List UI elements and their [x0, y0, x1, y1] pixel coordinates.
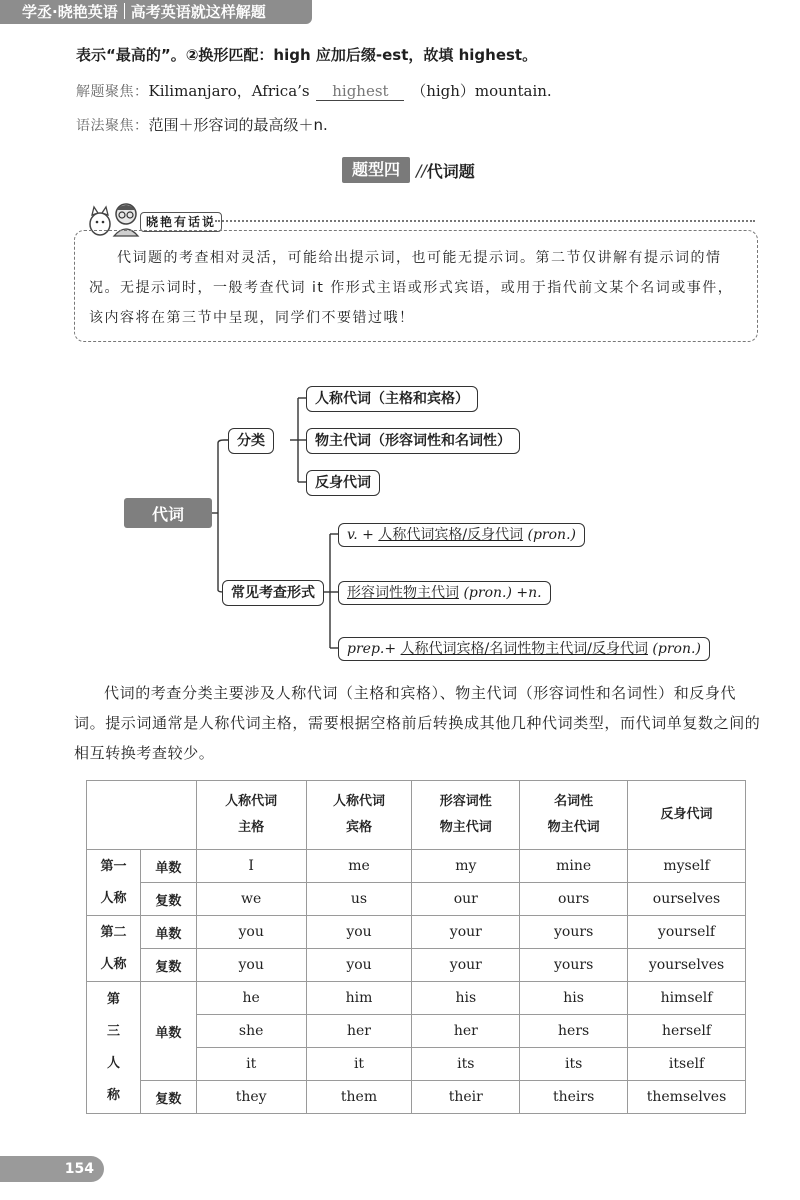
table-cell: it	[196, 1048, 306, 1081]
person-first-label: 第一 人称	[87, 850, 141, 916]
mindmap-item-reflexive: 反身代词	[306, 470, 380, 496]
leaf-verb-prefix: v. +	[347, 527, 379, 543]
table-row	[87, 883, 746, 916]
header-reflexive: 反身代词	[628, 781, 746, 850]
table-cell: ours	[520, 883, 628, 916]
mindmap-branch-forms: 常见考查形式	[222, 580, 324, 606]
table-header-row	[87, 781, 746, 850]
table-row	[87, 850, 746, 883]
table-row	[87, 916, 746, 949]
explanation-paragraph: 代词的考查分类主要涉及人称代词（主格和宾格）、物主代词（形容词性和名词性）和反身代词。提示词通常是人称代词主格，需要根据空格前后转换成其他几种代词类型，而代词单复数之间的相互转换考查较少。	[74, 684, 761, 762]
table-corner	[87, 781, 197, 850]
table-cell: your	[412, 916, 520, 949]
header-objective: 人称代词 宾格	[306, 781, 412, 850]
number-label: 复数	[140, 883, 196, 916]
header-adj-possessive: 形容词性 物主代词	[412, 781, 520, 850]
table-cell: herself	[628, 1015, 746, 1048]
person-second-label: 第二 人称	[87, 916, 141, 982]
table-cell: me	[306, 850, 412, 883]
table-cell: its	[520, 1048, 628, 1081]
table-cell: you	[306, 949, 412, 982]
header-subjective: 人称代词 主格	[196, 781, 306, 850]
answer-blank: highest	[316, 82, 404, 101]
intro-line: 表示“最高的”。②换形匹配：high 应加后缀-est，故填 highest。	[76, 46, 538, 64]
table-cell: his	[520, 982, 628, 1015]
table-cell: he	[196, 982, 306, 1015]
table-cell: myself	[628, 850, 746, 883]
answer-before: Kilimanjaro，Africa’s	[148, 82, 310, 100]
table-cell: ourselves	[628, 883, 746, 916]
note-tag: 晓艳有话说	[140, 212, 222, 232]
answer-line	[76, 80, 552, 103]
table-cell: yours	[520, 916, 628, 949]
table-cell: yourselves	[628, 949, 746, 982]
table-row	[87, 1081, 746, 1114]
table-cell: our	[412, 883, 520, 916]
table-cell: him	[306, 982, 412, 1015]
table-cell: I	[196, 850, 306, 883]
mindmap-root: 代词	[124, 498, 212, 528]
leaf-prep-suffix: (pron.)	[647, 641, 701, 657]
table-cell: they	[196, 1081, 306, 1114]
table-cell: themselves	[628, 1081, 746, 1114]
leaf-prep-prefix: prep.+	[347, 641, 401, 657]
table-cell: her	[412, 1015, 520, 1048]
answer-after: （high）mountain.	[411, 82, 552, 100]
series-title: 学丞·晓艳英语	[22, 3, 118, 21]
number-label: 单数	[140, 982, 196, 1081]
page-number: 154	[0, 1156, 104, 1182]
table-cell: his	[412, 982, 520, 1015]
table-cell: my	[412, 850, 520, 883]
mindmap-item-possessive: 物主代词（形容词性和名词性）	[306, 428, 520, 454]
grammar-line	[76, 114, 328, 137]
table-cell: you	[196, 916, 306, 949]
number-label: 单数	[140, 850, 196, 883]
number-label: 复数	[140, 949, 196, 982]
header-noun-possessive: 名词性 物主代词	[520, 781, 628, 850]
pronoun-table	[86, 780, 746, 1114]
answer-label: 解题聚焦：	[76, 84, 149, 100]
leaf-verb-suffix: (pron.)	[523, 527, 576, 543]
section-title: 代词题	[426, 161, 475, 181]
leaf-prep-text: 人称代词宾格/名词性物主代词/反身代词	[400, 641, 648, 657]
table-row	[87, 949, 746, 982]
leaf-verb-text: 人称代词宾格/反身代词	[378, 527, 524, 543]
note-tag-dotted-rule	[215, 220, 755, 222]
table-cell: hers	[520, 1015, 628, 1048]
book-title: 高考英语就这样解题	[130, 3, 266, 21]
table-cell: her	[306, 1015, 412, 1048]
mindmap-branch-classification: 分类	[228, 428, 274, 454]
note-text: 代词题的考查相对灵活，可能给出提示词，也可能无提示词。第二节仅讲解有提示词的情况。无提示词时，一般考查代词 it 作形式主语或形式宾语，或用于指代前文某个名词或事件，该内容将在第三节中呈现，同学们不要错过哦！	[89, 250, 734, 326]
section-heading	[342, 156, 475, 184]
table-cell: mine	[520, 850, 628, 883]
table-cell: itself	[628, 1048, 746, 1081]
number-label: 复数	[140, 1081, 196, 1114]
table-cell: them	[306, 1081, 412, 1114]
header-bar	[0, 0, 312, 24]
table-cell: himself	[628, 982, 746, 1015]
table-cell: yourself	[628, 916, 746, 949]
header-divider	[124, 3, 125, 19]
table-cell: its	[412, 1048, 520, 1081]
table-cell: theirs	[520, 1081, 628, 1114]
grammar-label: 语法聚焦：	[76, 118, 149, 134]
table-cell: their	[412, 1081, 520, 1114]
section-slashes: //	[416, 160, 427, 180]
table-cell: she	[196, 1015, 306, 1048]
table-cell: we	[196, 883, 306, 916]
leaf-adj-suffix: (pron.) +n.	[459, 585, 542, 601]
table-cell: yours	[520, 949, 628, 982]
table-cell: you	[306, 916, 412, 949]
table-cell: you	[196, 949, 306, 982]
table-row	[87, 982, 746, 1015]
note-box	[74, 230, 758, 342]
number-label: 单数	[140, 916, 196, 949]
table-cell: it	[306, 1048, 412, 1081]
leaf-adj-text: 形容词性物主代词	[347, 585, 459, 601]
mindmap-leaf-adjective	[338, 581, 551, 605]
table-cell: your	[412, 949, 520, 982]
person-third-label: 第 三 人 称	[87, 982, 141, 1114]
mindmap-leaf-preposition	[338, 637, 710, 661]
mindmap-leaf-verb	[338, 523, 585, 547]
mindmap-item-personal: 人称代词（主格和宾格）	[306, 386, 478, 412]
grammar-text: 范围＋形容词的最高级＋n.	[148, 116, 328, 134]
section-badge: 题型四	[342, 157, 410, 183]
mindmap-connectors	[0, 370, 800, 670]
table-cell: us	[306, 883, 412, 916]
